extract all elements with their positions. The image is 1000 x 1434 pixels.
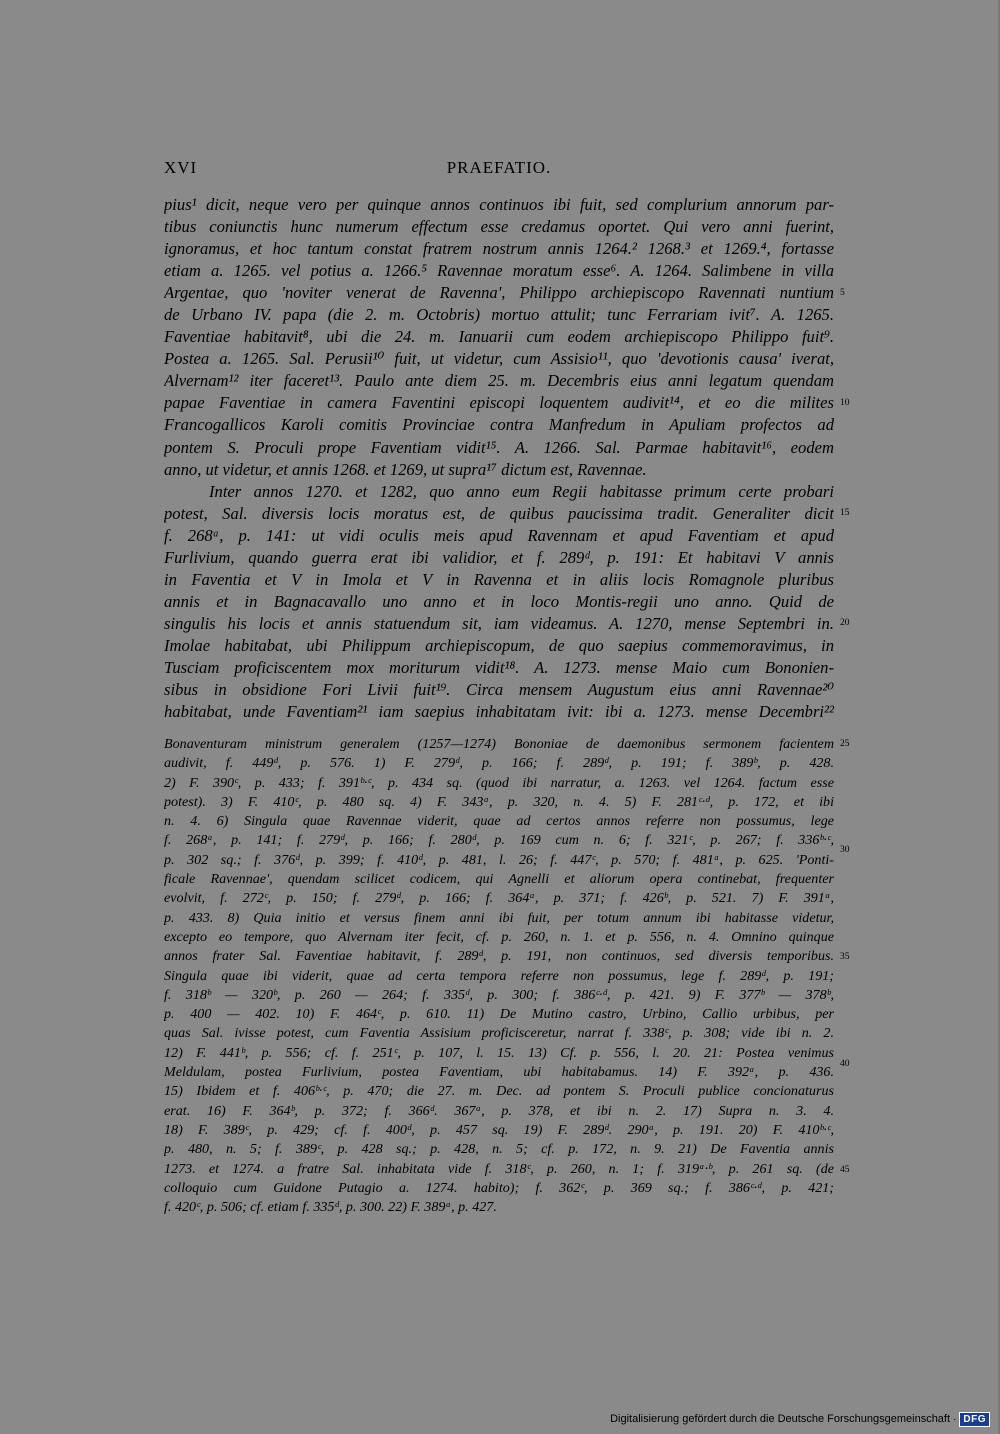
dfg-logo-icon[interactable]: DFG — [959, 1412, 990, 1427]
footnote-line: 2) F. 390ᶜ, p. 433; f. 391ᵇ·ᶜ, p. 434 sq. (quod ibi narratur, a. 1263. vel 1264. factum esse — [164, 774, 834, 791]
line-number: 45 — [840, 1165, 850, 1175]
footnote-line: quas Sal. ivisse potest, cum Faventia Assisium proficisceretur, narrat f. 338ᶜ, p. 308; vide ibi n. 2. — [164, 1025, 834, 1042]
digitization-credit — [610, 1411, 990, 1427]
text-line: sibus in obsidione Fori Livii fuit¹⁹. Circa mensem Augustum eius anni Ravennae²⁰ — [164, 680, 834, 700]
line-number: 35 — [840, 952, 850, 962]
footnote-line: colloquio cum Guidone Putagio a. 1274. habito); f. 362ᶜ, p. 369 sq.; f. 386ᶜ·ᵈ, p. 421; — [164, 1179, 834, 1196]
text-line: pontem S. Proculi prope Faventiam vidit¹⁵. A. 1266. Sal. Parmae habitavit¹⁶, eodem — [164, 437, 834, 457]
text-line: annis et in Bagnacavallo uno anno et in loco Montis-regii uno anno. Quid de — [164, 591, 834, 611]
footnote-line: f. 268ᵃ, p. 141; f. 279ᵈ, p. 166; f. 280ᵈ, p. 169 cum n. 6; f. 321ᶜ, p. 267; f. 336ᵇ·ᶜ, — [164, 832, 834, 849]
footnote-line: ficale Ravennae', quendam scilicet codicem, qui Agnelli et aliorum opera continebat, frequenter — [164, 871, 834, 888]
text-line: Furlivium, quando guerra erat ibi validior, et f. 289ᵈ, p. 191: Et habitavi V annis — [164, 547, 834, 567]
text-line: Faventiae habitavit⁸, ubi die 24. m. Ianuarii cum eodem archiepiscopo Philippo fuit⁹. — [164, 327, 834, 347]
footnote-line: Meldulam, postea Furlivium, postea Faventiam, ubi habitabamus. 14) F. 392ᵃ, p. 436. — [164, 1064, 834, 1081]
text-line: potest, Sal. diversis locis moratus est, de quibus paucissima tradit. Generaliter dicit — [164, 503, 834, 523]
footnotes — [164, 735, 834, 1217]
footnote-line: excepto eo tempore, quo Alvernam iter fecit, cf. p. 260, n. 1. et p. 556, n. 4. Omnino quinque — [164, 928, 834, 945]
line-number: 5 — [840, 288, 845, 298]
footnote-line: audivit, f. 449ᵈ, p. 576. 1) F. 279ᵈ, p. 166; f. 289ᵈ, p. 191; f. 389ᵇ, p. 428. — [164, 755, 834, 772]
text-line: Inter annos 1270. et 1282, quo anno eum Regii habitasse primum certe probari — [209, 481, 834, 501]
footnote-line: p. 480, n. 5; f. 389ᶜ, p. 428 sq.; p. 428, n. 5; cf. p. 172, n. 9. 21) De Faventia annis — [164, 1141, 834, 1158]
footnote-line: 12) F. 441ᵇ, p. 556; cf. f. 251ᶜ, p. 107, l. 15. 13) Cf. p. 556, l. 20. 21: Postea venimus — [164, 1044, 834, 1061]
text-line: pius¹ dicit, neque vero per quinque annos continuos ibi fuit, sed complurium annorum par- — [164, 195, 834, 214]
credit-text: Digitalisierung gefördert durch die Deutsche Forschungsgemeinschaft — [610, 1413, 951, 1425]
footnote-line: Bonaventuram ministrum generalem (1257—1274) Bononiae de daemonibus sermonem facientem — [164, 736, 834, 752]
line-number: 20 — [840, 618, 850, 628]
footnote-line: f. 318ᵇ — 320ᵇ, p. 260 — 264; f. 335ᵈ, p. 300; f. 386ᶜ·ᵈ, p. 421. 9) F. 377ᵇ — 378ᵇ, — [164, 986, 834, 1003]
text-line: Francogallicos Karoli comitis Provinciae contra Manfredum in Apuliam profectos ad — [164, 415, 834, 435]
text-line: tibus coniunctis hunc numerum effectum esse credamus oportet. Qui vero anni fuerint, — [164, 217, 834, 237]
separator-dot: · — [953, 1413, 957, 1425]
text-line: Alvernam¹² iter faceret¹³. Paulo ante diem 25. m. Decembris eius anni legatum quendam — [164, 371, 834, 391]
body-line-numbers — [840, 194, 860, 724]
footnote-line-numbers — [840, 735, 860, 1225]
running-title: PRAEFATIO. — [446, 158, 552, 177]
text-line: habitabat, unde Faventiam²¹ iam saepius inhabitatam ivit: ibi a. 1273. mense Decembri²² — [164, 702, 834, 722]
footnote-line: p. 400 — 402. 10) F. 464ᶜ, p. 610. 11) De Mutino castro, Urbino, Callio urbibus, per — [164, 1006, 834, 1023]
page-number: XVI — [164, 158, 198, 177]
footnote-line: 1273. et 1274. a fratre Sal. inhabitata vide f. 318ᶜ, p. 260, n. 1; f. 319ᵃ·ᵇ, p. 261 sq. (de — [164, 1160, 834, 1177]
text-line: etiam a. 1265. vel potius a. 1266.⁵ Ravennae moratum esse⁶. A. 1264. Salimbene in villa — [164, 261, 834, 281]
text-line: Imolae habitabat, ubi Philippum archiepiscopum, de quo saepius commemoravimus, in — [164, 635, 834, 655]
footnote-line: 18) F. 389ᶜ, p. 429; cf. f. 400ᵈ, p. 457 sq. 19) F. 289ᵈ. 290ᵃ, p. 191. 20) F. 410ᵇ·ᶜ, — [164, 1121, 834, 1138]
running-header — [164, 158, 834, 180]
line-number: 15 — [840, 508, 850, 518]
text-line: Tusciam proficiscentem mox moriturum vidit¹⁸. A. 1273. mense Maio cum Bononien- — [164, 657, 834, 677]
text-line: in Faventia et V in Imola et V in Ravenna et in aliis locis Romagnole pluribus — [164, 569, 834, 589]
line-number: 25 — [840, 739, 850, 749]
text-line: de Urbano IV. papa (die 2. m. Octobris) mortuo attulit; tunc Ferrariam ivit⁷. A. 1265. — [164, 305, 834, 325]
line-number: 30 — [840, 845, 850, 855]
footnote-line: Singula quae ibi viderit, quae ad certa tempora referre non possumus, lege f. 289ᵈ, p. 191; — [164, 967, 834, 984]
main-text — [164, 194, 834, 723]
footnote-line: p. 433. 8) Quia initio et versus finem anni ibi fuit, per totum annum ibi habitasse videtur, — [164, 909, 834, 926]
text-line: ignoramus, et hoc tantum constat fratrem nostrum annis 1264.² 1268.³ et 1269.⁴, fortasse — [164, 239, 834, 259]
footnote-line: n. 4. 6) Singula quae Ravennae viderit, quae ad certos annos referre non possumus, lege — [164, 813, 834, 830]
footnote-line: annos frater Sal. Faventiae habitavit, f. 289ᵈ, p. 191, non continuos, sed diversis temporibus. — [164, 948, 834, 965]
footnote-line: potest). 3) F. 410ᶜ, p. 480 sq. 4) F. 343ᵃ, p. 320, n. 4. 5) F. 281ᶜ·ᵈ, p. 172, et ibi — [164, 793, 834, 810]
footnote-line: p. 302 sq.; f. 376ᵈ, p. 399; f. 410ᵈ, p. 481, l. 26; f. 447ᶜ, p. 570; f. 481ᵃ, p. 625. 'Ponti- — [164, 851, 834, 868]
footnote-line: f. 420ᶜ, p. 506; cf. etiam f. 335ᵈ, p. 300. 22) F. 389ᵃ, p. 427. — [164, 1199, 497, 1216]
text-line: papae Faventiae in camera Faventini episcopi loquentem audivit¹⁴, et eo die milites — [164, 393, 834, 413]
line-number: 40 — [840, 1059, 850, 1069]
text-line: Postea a. 1265. Sal. Perusii¹⁰ fuit, ut videtur, cum Assisio¹¹, quo 'devotionis causa' iverat, — [164, 349, 834, 369]
text-line: anno, ut videtur, et annis 1268. et 1269, ut supra¹⁷ dictum est, Ravennae. — [164, 459, 647, 479]
footnote-line: 15) Ibidem et f. 406ᵇ·ᶜ, p. 470; die 27. m. Dec. ad pontem S. Proculi publice concionaturus — [164, 1083, 834, 1100]
text-line: singulis his locis et annis statuendum sit, iam videamus. A. 1270, mense Septembri in. — [164, 613, 834, 633]
text-line: Argentae, quo 'noviter venerat de Ravenna', Philippo archiepiscopo Ravennati nuntium — [164, 283, 834, 303]
footnote-line: evolvit, f. 272ᶜ, p. 150; f. 279ᵈ, p. 166; f. 364ᵃ, p. 371; f. 426ᵇ, p. 521. 7) F. 391ᵃ, — [164, 890, 834, 907]
text-line: f. 268ᵃ, p. 141: ut vidi oculis meis apud Ravennam et apud Faventiam et apud — [164, 525, 834, 545]
footnote-line: erat. 16) F. 364ᵇ, p. 372; f. 366ᵈ. 367ᵃ, p. 378, et ibi n. 2. 17) Supra n. 3. 4. — [164, 1102, 834, 1119]
line-number: 10 — [840, 398, 850, 408]
